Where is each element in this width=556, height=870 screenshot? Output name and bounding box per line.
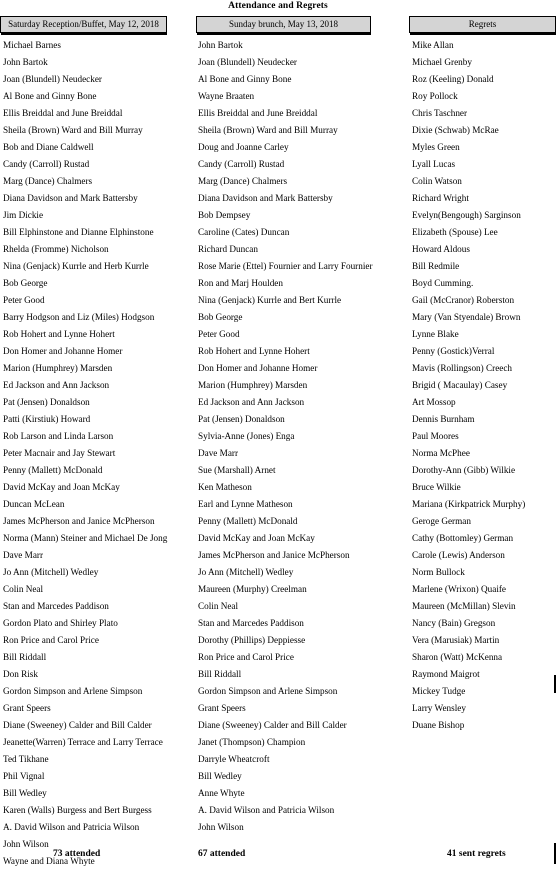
list-item: James McPherson and Janice McPherson [3,516,155,526]
list-item: Michael Barnes [3,40,61,50]
list-item: Jim Dickie [3,210,44,220]
list-item: Ted Tikhane [3,754,49,764]
list-item: Maureen (McMillan) Slevin [412,601,516,611]
list-item: Bob and Diane Caldwell [3,142,94,152]
list-item: Bill Wedley [3,788,47,798]
list-item: Rob Hohert and Lynne Hohert [198,346,310,356]
list-item: Marion (Humphrey) Marsden [198,380,308,390]
list-item: Dave Marr [3,550,44,560]
list-item: Wayne and Diana Whyte [3,856,95,866]
list-item: David McKay and Joan McKay [3,482,120,492]
list-item: Bruce Wilkie [412,482,461,492]
list-item: Sylvia-Anne (Jones) Enga [198,431,295,441]
list-item: Bob George [198,312,243,322]
page-title: Attendance and Regrets [228,1,328,11]
list-item: Joan (Blundell) Neudecker [198,57,297,67]
list-item: Dennis Burnham [412,414,475,424]
list-item: Norm Bullock [412,567,465,577]
list-item: Gordon Simpson and Arlene Simpson [3,686,143,696]
list-item: Dorothy (Phillips) Deppiesse [198,635,306,645]
list-item: Candy (Carroll) Rustad [3,159,90,169]
list-item: Geroge German [412,516,471,526]
list-item: Paul Moores [412,431,459,441]
list-item: Norma (Mann) Steiner and Michael De Jong [3,533,168,543]
list-item: Rose Marie (Ettel) Fournier and Larry Fournier [198,261,373,271]
list-item: John Wilson [3,839,49,849]
list-item: Lynne Blake [412,329,459,339]
list-item: Carole (Lewis) Anderson [412,550,505,560]
list-item: John Bartok [198,40,243,50]
list-item: David McKay and Joan McKay [198,533,315,543]
list-item: Don Risk [3,669,38,679]
list-item: Colin Neal [198,601,239,611]
list-item: Gail (McCranor) Roberston [412,295,515,305]
list-item: Rob Larson and Linda Larson [3,431,114,441]
list-item: Phil Vignal [3,771,45,781]
list-item: Gordon Simpson and Arlene Simpson [198,686,338,696]
list-item: Boyd Cumming. [412,278,474,288]
list-item: Penny (Gostick)Verral [412,346,495,356]
list-item: Nancy (Bain) Gregson [412,618,496,628]
list-item: Sharon (Watt) McKenna [412,652,503,662]
list-item: Barry Hodgson and Liz (Miles) Hodgson [3,312,155,322]
list-item: Mavis (Rollingson) Creech [412,363,513,373]
list-item: John Wilson [198,822,244,832]
list-item: Michael Grenby [412,57,472,67]
list-item: Joan (Blundell) Neudecker [3,74,102,84]
list-item: Marlene (Wrixon) Quaife [412,584,507,594]
list-item: Colin Watson [412,176,462,186]
list-item: Ellis Breiddal and June Breiddal [198,108,318,118]
list-item: Larry Wensley [412,703,466,713]
list-item: Raymond Maigrot [412,669,480,679]
header-sunday-shadow [197,33,371,35]
list-item: Wayne Braaten [198,91,255,101]
list-item: Karen (Walls) Burgess and Bert Burgess [3,805,152,815]
list-item: Doug and Joanne Carley [198,142,289,152]
list-item: Don Homer and Johanne Homer [3,346,123,356]
list-item: Jo Ann (Mitchell) Wedley [3,567,99,577]
list-item: Howard Aldous [412,244,470,254]
list-item: James McPherson and Janice McPherson [198,550,350,560]
list-item: Diana Davidson and Mark Battersby [3,193,138,203]
list-item: Bill Elphinstone and Dianne Elphinstone [3,227,154,237]
header-regrets-shadow [410,33,556,35]
list-item: Penny (Mallett) McDonald [198,516,298,526]
list-item: Bill Riddall [198,669,242,679]
list-item: Evelyn(Bengough) Sarginson [412,210,521,220]
list-item: Marg (Dance) Chalmers [198,176,288,186]
list-item: Jeanette(Warren) Terrace and Larry Terrace [3,737,163,747]
list-item: Nina (Genjack) Kurrle and Herb Kurrle [3,261,149,271]
list-item: Maureen (Murphy) Creelman [198,584,307,594]
regrets-list [412,37,554,734]
list-item: Ron Price and Carol Price [198,652,294,662]
list-item: Ken Matheson [198,482,252,492]
header-saturday: Saturday Reception/Buffet, May 12, 2018 [0,16,167,33]
list-item: Mariana (Kirkpatrick Murphy) [412,499,526,509]
list-item: Pat (Jensen) Donaldson [3,397,90,407]
list-item: Sue (Marshall) Arnet [198,465,276,475]
list-item: Sheila (Brown) Ward and Bill Murray [198,125,338,135]
list-item: Elizabeth (Spouse) Lee [412,227,498,237]
list-item: Roz (Keeling) Donald [412,74,494,84]
list-item: Richard Wright [412,193,469,203]
list-item: Pat (Jensen) Donaldson [198,414,285,424]
list-item: Gordon Plato and Shirley Plato [3,618,118,628]
list-item: Diane (Sweeney) Calder and Bill Calder [3,720,152,730]
list-item: Caroline (Cates) Duncan [198,227,290,237]
list-item: Peter Good [3,295,45,305]
list-item: Grant Speers [3,703,51,713]
list-item: Janet (Thompson) Champion [198,737,306,747]
list-item: Duncan McLean [3,499,65,509]
list-item: Peter Good [198,329,240,339]
list-item: Stan and Marcedes Paddison [198,618,304,628]
list-item: Art Mossop [412,397,456,407]
list-item: Dixie (Schwab) McRae [412,125,499,135]
list-item: Ed Jackson and Ann Jackson [3,380,110,390]
list-item: Al Bone and Ginny Bone [198,74,292,84]
list-item: Bob George [3,278,48,288]
list-item: Al Bone and Ginny Bone [3,91,97,101]
list-item: John Bartok [3,57,48,67]
list-item: A. David Wilson and Patricia Wilson [198,805,335,815]
list-item: Ron and Marj Houlden [198,278,283,288]
regrets-total: 41 sent regrets [447,849,506,859]
list-item: Dorothy-Ann (Gibb) Wilkie [412,465,516,475]
list-item: Diane (Sweeney) Calder and Bill Calder [198,720,347,730]
list-item: Colin Neal [3,584,44,594]
list-item: Stan and Marcedes Paddison [3,601,109,611]
header-regrets: Regrets [409,16,556,33]
header-saturday-shadow [1,33,167,35]
list-item: Mickey Tudge [412,686,466,696]
saturday-total: 73 attended [53,849,101,859]
list-item: Candy (Carroll) Rustad [198,159,285,169]
list-item: Vera (Marusiak) Martin [412,635,500,645]
list-item: Don Homer and Johanne Homer [198,363,318,373]
list-item: Ron Price and Carol Price [3,635,99,645]
list-item: Cathy (Bottomley) German [412,533,514,543]
list-item: Mike Allan [412,40,454,50]
list-item: Peter Macnair and Jay Stewart [3,448,116,458]
list-item: Brigid ( Macaulay) Casey [412,380,508,390]
list-item: Jo Ann (Mitchell) Wedley [198,567,294,577]
list-item: Myles Green [412,142,460,152]
list-item: Marion (Humphrey) Marsden [3,363,113,373]
list-item: Chris Taschner [412,108,468,118]
list-item: Bill Riddall [3,652,47,662]
list-item: Ellis Breiddal and June Breiddal [3,108,123,118]
list-item: Rhelda (Fromme) Nicholson [3,244,109,254]
list-item: Darryle Wheatcroft [198,754,270,764]
list-item: Earl and Lynne Matheson [198,499,293,509]
list-item: Marg (Dance) Chalmers [3,176,93,186]
list-item: Nina (Genjack) Kurrle and Bert Kurrle [198,295,342,305]
list-item: Ed Jackson and Ann Jackson [198,397,305,407]
list-item: Bob Dempsey [198,210,251,220]
list-item: Diana Davidson and Mark Battersby [198,193,333,203]
list-item: Bill Wedley [198,771,242,781]
saturday-attendee-list [3,37,193,870]
list-item: Bill Redmile [412,261,460,271]
list-item: A. David Wilson and Patricia Wilson [3,822,140,832]
sunday-attendee-list [198,37,406,836]
list-item: Duane Bishop [412,720,465,730]
list-item: Dave Marr [198,448,239,458]
list-item: Grant Speers [198,703,246,713]
list-item: Rob Hohert and Lynne Hohert [3,329,115,339]
sunday-total: 67 attended [198,849,246,859]
list-item: Roy Pollock [412,91,458,101]
list-item: Patti (Kirstiuk) Howard [3,414,91,424]
list-item: Richard Duncan [198,244,258,254]
list-item: Anne Whyte [198,788,245,798]
list-item: Penny (Mallett) McDonald [3,465,103,475]
list-item: Lyall Lucas [412,159,456,169]
header-sunday: Sunday brunch, May 13, 2018 [196,16,371,33]
list-item: Mary (Van Styendale) Brown [412,312,521,322]
list-item: Norma McPhee [412,448,470,458]
list-item: Sheila (Brown) Ward and Bill Murray [3,125,143,135]
